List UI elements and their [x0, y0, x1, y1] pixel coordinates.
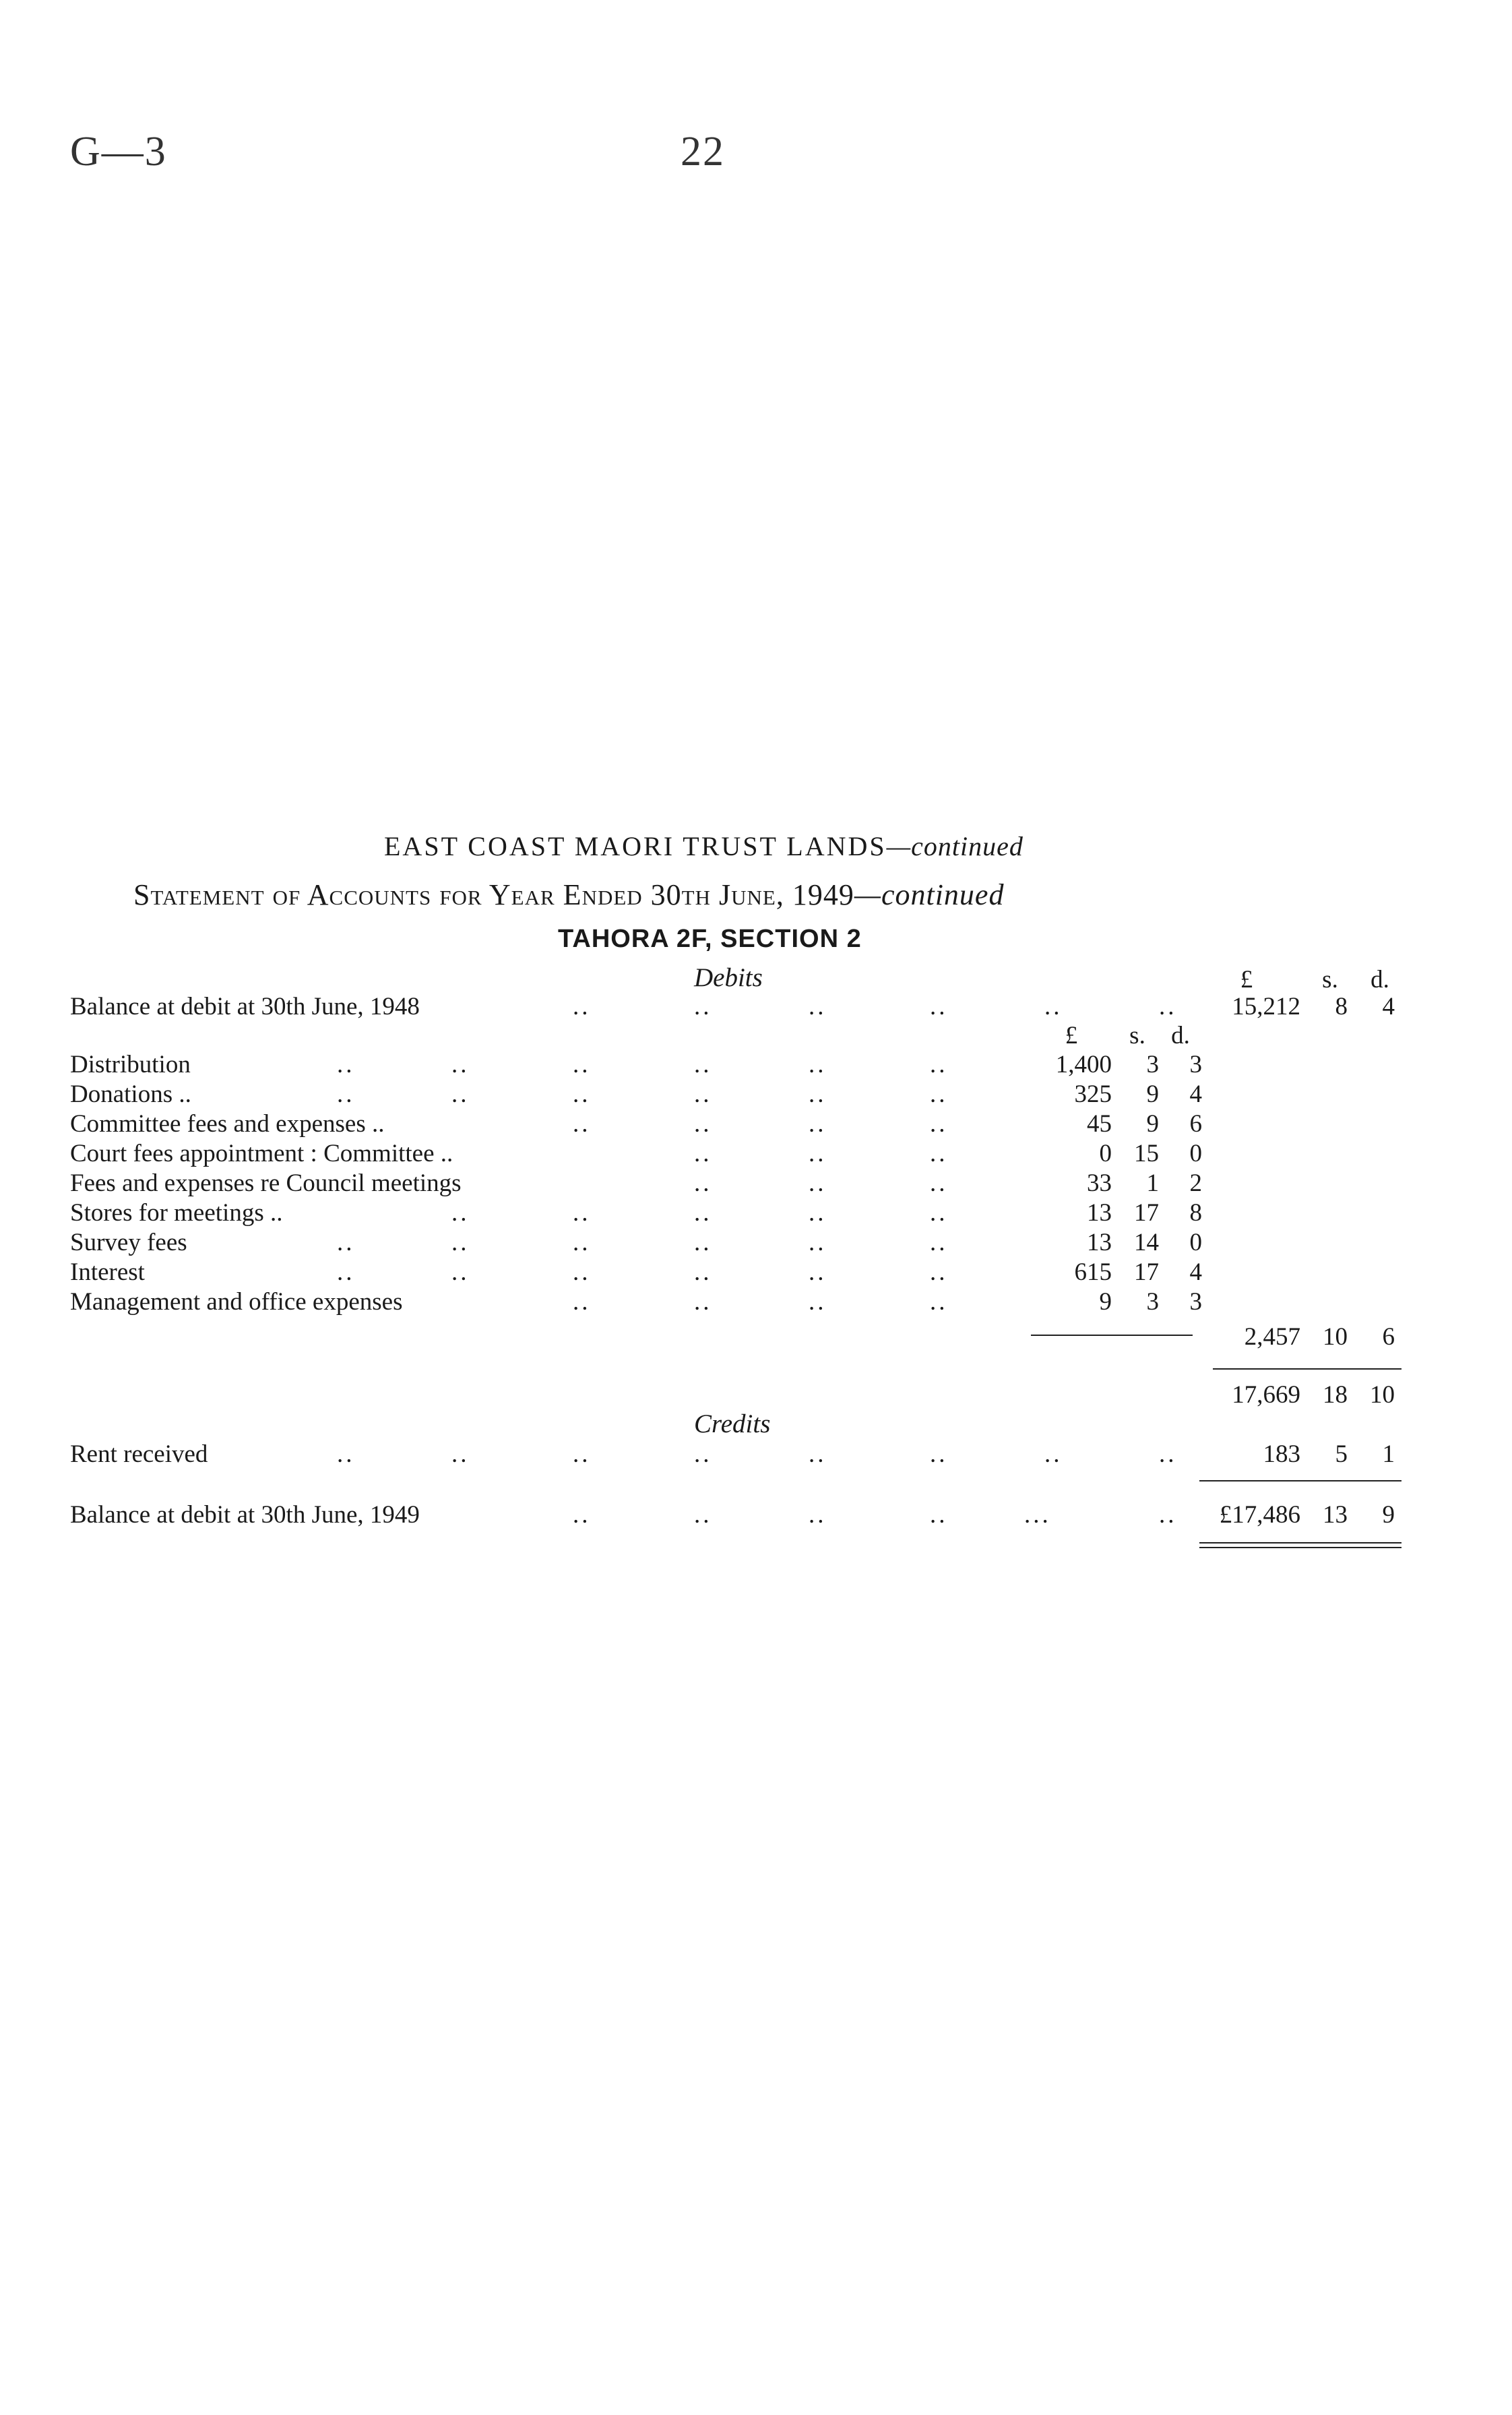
leader-dots: .. — [573, 1440, 591, 1468]
leader-dots: .. — [930, 1080, 948, 1108]
leader-dots: .. — [809, 993, 827, 1020]
credits-label: Credits — [694, 1409, 771, 1438]
leader-dots: .. — [809, 1229, 827, 1256]
leader-dots: .. — [930, 1140, 948, 1167]
row-pounds: 45 — [1087, 1110, 1112, 1138]
leader-dots: .. — [451, 1440, 470, 1468]
leader-dots: .. — [809, 1140, 827, 1167]
leader-dots: ... — [1024, 1501, 1051, 1529]
leader-dots: .. — [694, 1140, 712, 1167]
heading-line3: TAHORA 2F, SECTION 2 — [558, 925, 862, 953]
leader-dots: .. — [1044, 993, 1063, 1020]
closing-pence: 9 — [1382, 1501, 1395, 1529]
col-head-pence-outer: d. — [1371, 966, 1389, 993]
leader-dots: .. — [694, 1288, 712, 1316]
row-pounds: 1,400 — [1055, 1051, 1112, 1078]
leader-dots: .. — [573, 1258, 591, 1286]
closing-shillings: 13 — [1323, 1501, 1348, 1529]
leader-dots: .. — [930, 1229, 948, 1256]
closing-double-rule-2 — [1199, 1547, 1401, 1548]
leader-dots: .. — [809, 1051, 827, 1078]
table-row — [0, 1287, 1512, 1317]
leader-dots: .. — [337, 1229, 355, 1256]
series-code: G—3 — [70, 129, 167, 175]
row-pounds: 0 — [1099, 1140, 1112, 1167]
row-pounds: 325 — [1074, 1080, 1112, 1108]
leader-dots: .. — [809, 1258, 827, 1286]
col-head-pence-inner: d. — [1171, 1022, 1190, 1049]
leader-dots: .. — [930, 1199, 948, 1227]
leader-dots: .. — [694, 1169, 712, 1197]
leader-dots: .. — [573, 1080, 591, 1108]
row-label: Interest — [70, 1258, 145, 1286]
row-pounds: 615 — [1074, 1258, 1112, 1286]
leader-dots: .. — [1159, 1501, 1177, 1529]
leader-dots: .. — [809, 1169, 827, 1197]
debits-label: Debits — [694, 963, 763, 992]
row-pence: 4 — [1189, 1258, 1202, 1286]
leader-dots: .. — [1044, 1440, 1063, 1468]
closing-pounds: £17,486 — [1219, 1501, 1300, 1529]
row-shillings: 3 — [1146, 1051, 1159, 1078]
leader-dots: .. — [451, 1051, 470, 1078]
table-row — [0, 1109, 1512, 1139]
opening-pounds: 15,212 — [1232, 993, 1300, 1020]
row-shillings: 9 — [1146, 1110, 1159, 1138]
leader-dots: .. — [573, 1199, 591, 1227]
row-label: Stores for meetings .. — [70, 1199, 283, 1227]
row-pence: 0 — [1189, 1140, 1202, 1167]
opening-pence: 4 — [1382, 993, 1395, 1020]
total-pence: 10 — [1370, 1381, 1395, 1409]
row-label: Donations .. — [70, 1080, 191, 1108]
total-pounds: 17,669 — [1232, 1381, 1300, 1409]
closing-balance-row — [0, 1500, 1512, 1530]
row-shillings: 1 — [1146, 1169, 1159, 1197]
leader-dots: .. — [809, 1440, 827, 1468]
leader-dots: .. — [337, 1258, 355, 1286]
row-pounds: 13 — [1087, 1229, 1112, 1256]
table-row — [0, 1050, 1512, 1080]
row-shillings: 17 — [1134, 1199, 1159, 1227]
heading-line1 — [384, 830, 1023, 862]
opening-balance-row — [0, 992, 1512, 1022]
row-pence: 1 — [1382, 1440, 1395, 1468]
col-head-pound-inner: £ — [1065, 1022, 1078, 1049]
leader-dots: .. — [809, 1080, 827, 1108]
row-label: Distribution — [70, 1051, 191, 1078]
heading-line2-suffix: —continued — [854, 878, 1005, 911]
leader-dots: .. — [930, 1051, 948, 1078]
leader-dots: .. — [451, 1229, 470, 1256]
heading-line2-main: Statement of Accounts for Year Ended 30th June, 1949 — [133, 878, 854, 911]
heading-line1-suffix: —continued — [886, 831, 1023, 861]
leader-dots: .. — [573, 1229, 591, 1256]
leader-dots: .. — [694, 1501, 712, 1529]
row-pence: 0 — [1189, 1229, 1202, 1256]
page-number: 22 — [681, 129, 725, 175]
leader-dots: .. — [930, 1501, 948, 1529]
row-label: Management and office expenses — [70, 1288, 403, 1316]
row-pounds: 9 — [1099, 1288, 1112, 1316]
leader-dots: .. — [573, 1501, 591, 1529]
row-pence: 8 — [1189, 1199, 1202, 1227]
total-row — [0, 1380, 1512, 1410]
row-label: Fees and expenses re Council meetings — [70, 1169, 462, 1197]
closing-double-rule-1 — [1199, 1542, 1401, 1543]
leader-dots: .. — [694, 1229, 712, 1256]
leader-dots: .. — [694, 1199, 712, 1227]
total-rule — [1213, 1368, 1401, 1370]
row-pence: 6 — [1189, 1110, 1202, 1138]
leader-dots: .. — [337, 1051, 355, 1078]
leader-dots: .. — [930, 993, 948, 1020]
row-pence: 2 — [1189, 1169, 1202, 1197]
row-pence: 4 — [1189, 1080, 1202, 1108]
col-head-shilling-outer: s. — [1322, 966, 1338, 993]
leader-dots: .. — [809, 1288, 827, 1316]
row-pounds: 13 — [1087, 1199, 1112, 1227]
leader-dots: .. — [573, 993, 591, 1020]
table-row — [0, 1258, 1512, 1287]
leader-dots: .. — [930, 1440, 948, 1468]
row-pounds: 183 — [1263, 1440, 1300, 1468]
leader-dots: .. — [337, 1080, 355, 1108]
table-row — [0, 1139, 1512, 1169]
leader-dots: .. — [337, 1440, 355, 1468]
leader-dots: .. — [809, 1199, 827, 1227]
leader-dots: .. — [1159, 1440, 1177, 1468]
leader-dots: .. — [451, 1199, 470, 1227]
row-shillings: 9 — [1146, 1080, 1159, 1108]
row-shillings: 5 — [1335, 1440, 1348, 1468]
row-shillings: 14 — [1134, 1229, 1159, 1256]
table-row — [0, 1198, 1512, 1228]
row-shillings: 3 — [1146, 1288, 1159, 1316]
row-pounds: 33 — [1087, 1169, 1112, 1197]
leader-dots: .. — [694, 1080, 712, 1108]
opening-balance-label: Balance at debit at 30th June, 1948 — [70, 993, 420, 1020]
heading-line1-main: EAST COAST MAORI TRUST LANDS — [384, 831, 887, 861]
leader-dots: .. — [930, 1110, 948, 1138]
subtotal-pounds: 2,457 — [1244, 1323, 1300, 1351]
closing-balance-label: Balance at debit at 30th June, 1949 — [70, 1501, 420, 1529]
subtotal-pence: 6 — [1382, 1323, 1395, 1351]
row-label: Court fees appointment : Committee .. — [70, 1140, 453, 1167]
opening-shillings: 8 — [1335, 993, 1348, 1020]
table-row — [0, 1440, 1512, 1469]
leader-dots: .. — [694, 993, 712, 1020]
table-row — [0, 1228, 1512, 1258]
leader-dots: .. — [573, 1051, 591, 1078]
leader-dots: .. — [694, 1110, 712, 1138]
row-label: Committee fees and expenses .. — [70, 1110, 385, 1138]
row-shillings: 15 — [1134, 1140, 1159, 1167]
leader-dots: .. — [809, 1501, 827, 1529]
leader-dots: .. — [694, 1051, 712, 1078]
leader-dots: .. — [694, 1440, 712, 1468]
row-pence: 3 — [1189, 1051, 1202, 1078]
row-label: Rent received — [70, 1440, 208, 1468]
heading-line2 — [133, 878, 1004, 912]
closing-top-rule — [1199, 1480, 1401, 1481]
table-row — [0, 1080, 1512, 1109]
leader-dots: .. — [451, 1258, 470, 1286]
leader-dots: .. — [1159, 993, 1177, 1020]
leader-dots: .. — [451, 1080, 470, 1108]
leader-dots: .. — [930, 1169, 948, 1197]
row-label: Survey fees — [70, 1229, 187, 1256]
total-shillings: 18 — [1323, 1381, 1348, 1409]
col-head-pound-outer: £ — [1240, 966, 1253, 993]
leader-dots: .. — [809, 1110, 827, 1138]
leader-dots: .. — [694, 1258, 712, 1286]
table-row — [0, 1169, 1512, 1198]
col-head-shilling-inner: s. — [1129, 1022, 1145, 1049]
subtotal-shillings: 10 — [1323, 1323, 1348, 1351]
leader-dots: .. — [573, 1288, 591, 1316]
subtotal-row — [0, 1322, 1512, 1352]
row-pence: 3 — [1189, 1288, 1202, 1316]
leader-dots: .. — [930, 1288, 948, 1316]
row-shillings: 17 — [1134, 1258, 1159, 1286]
leader-dots: .. — [930, 1258, 948, 1286]
leader-dots: .. — [573, 1110, 591, 1138]
